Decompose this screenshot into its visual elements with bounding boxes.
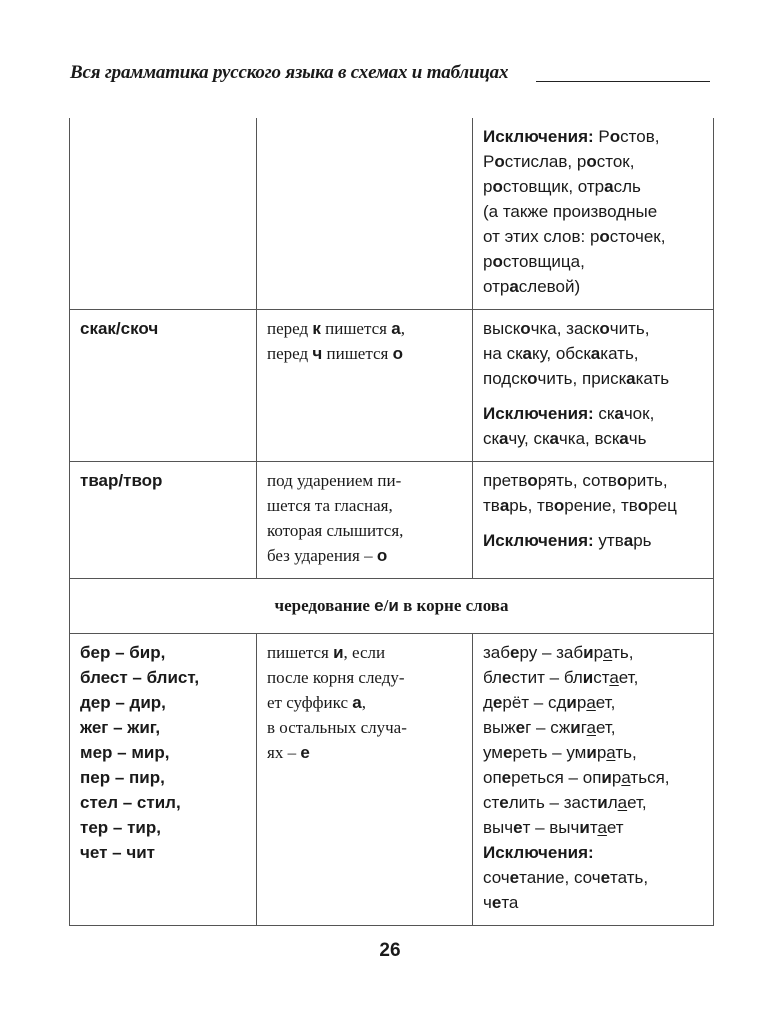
root-cell [70,462,257,579]
example-line: заберу – забирать, [483,643,634,662]
table-row [70,310,714,462]
example-line: Исключения: утварь [483,531,652,550]
example-line: выжег – сжигает, [483,718,616,737]
example-line: тварь, творение, творец [483,496,677,515]
root-line: блест – блист, [80,668,200,687]
root-line: бер – бир, [80,643,166,662]
examples-cell [473,634,714,926]
example-line: скачу, скачка, вскачь [483,429,647,448]
example-line: умереть – умирать, [483,743,637,762]
root-cell [70,118,257,310]
page-header [70,62,710,92]
example-line: стелить – застилает, [483,793,647,812]
examples-block [483,401,703,451]
example-line: Исключения: Ростов, [483,127,660,146]
example-line: ростовщица, [483,252,585,271]
example-line: выскочка, заскочить, [483,319,650,338]
examples-cell [473,310,714,462]
page-number: 26 [379,940,401,961]
example-line: дерёт – сдирает, [483,693,616,712]
examples-block [483,640,703,915]
example-line: сочетание, сочетать, [483,868,649,887]
rule-line: в остальных случа- [267,718,407,737]
example-line: Исключения: скачок, [483,404,655,423]
example-line: подскочить, прискакать [483,369,670,388]
section-header-row [70,579,714,634]
example-line: Исключения: [483,843,594,862]
rule-line: ях – е [267,743,310,762]
examples-block [483,124,703,299]
rule-line: перед к пишется а, [267,319,405,338]
root-line: твар/твор [80,471,163,490]
example-line: ростовщик, отрасль [483,177,641,196]
root-line: жег – жиг, [80,718,161,737]
rule-cell [257,634,473,926]
rule-line: ет суффикс а, [267,693,367,712]
root-line: тер – тир, [80,818,161,837]
rule-line: без ударения – о [267,546,388,565]
table-row [70,118,714,310]
examples-cell [473,462,714,579]
rule-line: перед ч пишется о [267,344,403,363]
rule-cell [257,118,473,310]
example-line: претворять, сотворить, [483,471,668,490]
rule-line: после корня следу- [267,668,405,687]
root-line: пер – пир, [80,768,165,787]
rule-line: под ударением пи- [267,471,402,490]
rule-cell [257,462,473,579]
root-line: стел – стил, [80,793,181,812]
examples-block [483,316,703,391]
example-line: опереться – опираться, [483,768,670,787]
alternation-table [69,118,714,926]
root-line: мер – мир, [80,743,170,762]
rule-cell [257,310,473,462]
table-row [70,634,714,926]
examples-block [483,468,703,518]
book-title: Вся грамматика русского языка в схемах и таблицах [70,62,509,83]
section-title: чередование е/и в корне слова [70,579,714,634]
root-line: дер – дир, [80,693,166,712]
root-line: чет – чит [80,843,155,862]
examples-block [483,528,703,553]
example-line: на скаку, обскакать, [483,344,639,363]
header-rule [536,81,710,82]
examples-cell [473,118,714,310]
example-line: Ростислав, росток, [483,152,635,171]
example-line: вычет – вычитает [483,818,624,837]
example-line: от этих слов: росточек, [483,227,666,246]
example-line: (а также производные [483,202,658,221]
rule-line: пишется и, если [267,643,386,662]
rule-line: которая слышится, [267,521,404,540]
root-cell [70,634,257,926]
rule-line: шется та гласная, [267,496,393,515]
example-line: блестит – блистает, [483,668,639,687]
root-cell [70,310,257,462]
root-line: скак/скоч [80,319,159,338]
example-line: отраслевой) [483,277,581,296]
example-line: чета [483,893,519,912]
table-row [70,462,714,579]
